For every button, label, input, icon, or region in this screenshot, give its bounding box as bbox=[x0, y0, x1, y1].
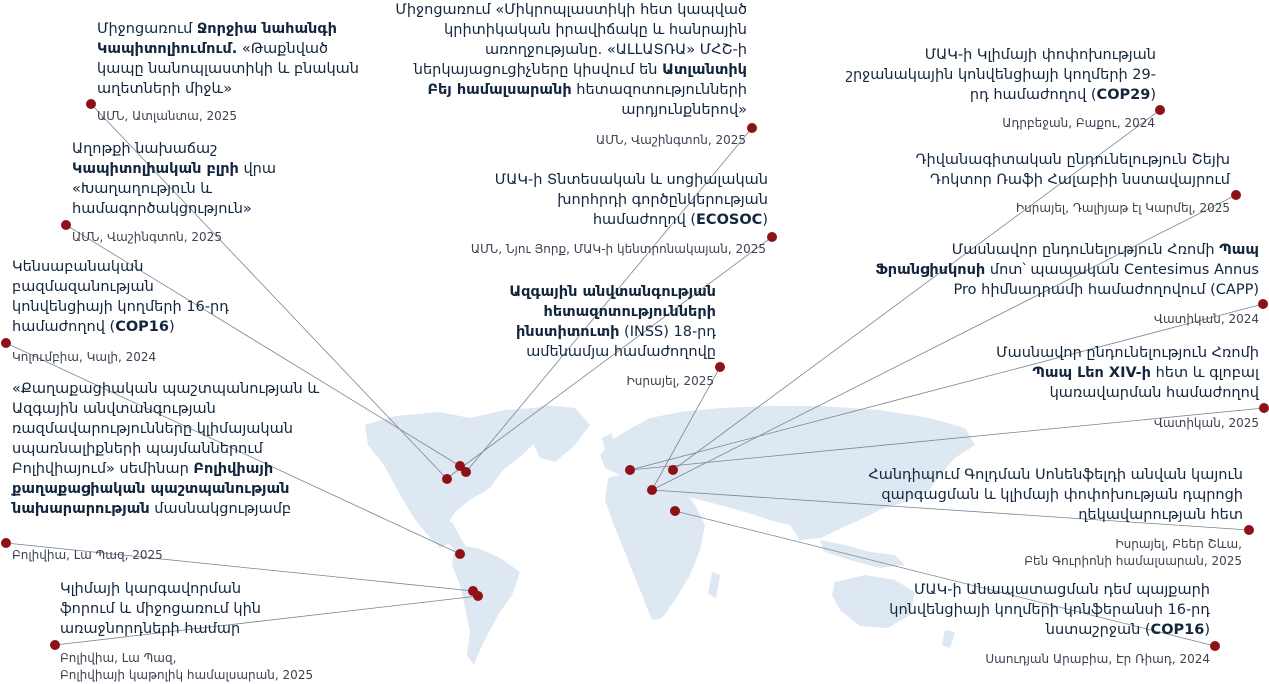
map-marker-vatican[interactable] bbox=[625, 465, 635, 475]
event-1-text: Միջոցառում Ջորջիա նահանգի Կապիտոլիումում. «Թաքնված կապը նանոպլաստիկի և բնական աղետների միջև» bbox=[97, 21, 359, 97]
event-10-text: Դիվանագիտական ընդունելություն Շեյխ Դոկտոր Ռաֆի Հալաբիի նստավայրում bbox=[915, 152, 1230, 188]
map-marker-atlanta[interactable] bbox=[442, 474, 452, 484]
marker-e13-label[interactable] bbox=[1244, 525, 1254, 535]
map-marker-new-york[interactable] bbox=[461, 467, 471, 477]
event-13-text: Հանդիպում Գոլդման Սոնենֆելդի անվան կայուն զարգացման և կլիմայի փոփոխության դպրոցի ղեկավարության հետ bbox=[868, 467, 1243, 523]
map-marker-cali[interactable] bbox=[455, 549, 465, 559]
event-8-text: Ազգային անվտանգության հետազոտությունների ինստիտուտի (INSS) 18-րդ ամենամյա համաժողովը bbox=[509, 284, 716, 360]
event-12-text: Մասնավոր ընդունելություն Հռոմի Պապ Լեո XIV-ի հետ և գլոբալ կառավարման համաժողով bbox=[996, 345, 1259, 401]
marker-e6-label[interactable] bbox=[747, 123, 757, 133]
south-america bbox=[452, 545, 520, 665]
event-12-location: Վատիկան, 2025 bbox=[1153, 416, 1259, 430]
event-5-location: Բոլիվիա, Լա Պազ, Բոլիվիայի կաթոլիկ համալսարան, 2025 bbox=[60, 651, 314, 682]
event-9-location: Ադրբեջան, Բաքու, 2024 bbox=[1002, 116, 1155, 130]
event-6-location: ԱՄՆ, Վաշինգտոն, 2025 bbox=[596, 133, 746, 147]
event-14-location: Սաուդյան Արաբիա, Էր Ռիադ, 2024 bbox=[985, 652, 1210, 666]
greenland bbox=[520, 405, 590, 462]
event-10-location: Իսրայել, Դալիյաթ էլ Կարմել, 2025 bbox=[1015, 201, 1230, 215]
marker-e3-label[interactable] bbox=[1, 338, 11, 348]
event-3-location: Կոլումբիա, Կալի, 2024 bbox=[12, 350, 157, 364]
event-7-text: ՄԱԿ-ի Տնտեսական և սոցիալական խորհրդի գործընկերության համաժողով (ECOSOC) bbox=[494, 172, 768, 228]
event-4-location: Բոլիվիա, Լա Պազ, 2025 bbox=[12, 548, 163, 562]
event-6-text: Միջոցառում «Միկրոպլաստիկի հետ կապված կրիտիկական իրավիճակը և հանրային առողջությանը. «ԱԼԼԱՏՌԱ» ՄՀՇ-ի ներկայացուցիչները կիսվում են Ատլանտիկ Բեյ համալսարանի հետազոտությունների արդյունքներով» bbox=[395, 2, 747, 118]
event-4-text: «Քաղաքացիական պաշտպանության և Ազգային անվտանգության ռազմավարությունները կլիմայական սպառնալիքների պայմաններում Բոլիվիայում» սեմինար Բոլիվիայի քաղաքացիական պաշտպանության նախարարության մասնակցությամբ bbox=[12, 381, 320, 517]
marker-e5-label[interactable] bbox=[50, 640, 60, 650]
event-9-text: ՄԱԿ-ի Կլիմայի փոփոխության շրջանակային կոնվենցիայի կողմերի 29-րդ համաժողով (COP29) bbox=[845, 47, 1156, 103]
event-14-text: ՄԱԿ-ի Անապատացման դեմ պայքարի կոնվենցիայի կողմերի կոնֆերանսի 16-րդ նստաշրջան (COP16) bbox=[889, 582, 1210, 638]
map-marker-baku[interactable] bbox=[668, 465, 678, 475]
event-8-location: Իսրայել, 2025 bbox=[626, 374, 714, 388]
event-5-text: Կլիմայի կարգավորման ֆորում և միջոցառում կին առաջնորդների համար bbox=[60, 581, 261, 637]
event-3-text: Կենսաբանական բազմազանության կոնվենցիայի կողմերի 16-րդ համաժողով (COP16) bbox=[12, 259, 229, 335]
marker-e1-label[interactable] bbox=[86, 99, 96, 109]
marker-e12-label[interactable] bbox=[1259, 403, 1269, 413]
marker-e7-label[interactable] bbox=[767, 232, 777, 242]
southeast-asia bbox=[820, 540, 905, 568]
marker-e8-label[interactable] bbox=[715, 362, 725, 372]
marker-e10-label[interactable] bbox=[1231, 190, 1241, 200]
map-marker-la-paz-2[interactable] bbox=[473, 591, 483, 601]
marker-e2-label[interactable] bbox=[61, 220, 71, 230]
event-2-text: Աղոթքի նախաճաշ Կապիտոլիական բլրի վրա «Խաղաղություն և համագործակցություն» bbox=[72, 141, 276, 217]
event-11-location: Վատիկան, 2024 bbox=[1153, 312, 1259, 326]
madagascar bbox=[708, 572, 720, 598]
marker-e14-label[interactable] bbox=[1210, 641, 1220, 651]
marker-e9-label[interactable] bbox=[1155, 105, 1165, 115]
event-13-location: Իսրայել, Բեեր Շևա, Բեն Գուրիոնի համալսարան, 2025 bbox=[1024, 537, 1242, 568]
marker-e11-label[interactable] bbox=[1258, 299, 1268, 309]
map-marker-israel[interactable] bbox=[647, 485, 657, 495]
event-2-location: ԱՄՆ, Վաշինգտոն, 2025 bbox=[72, 230, 222, 244]
event-1-location: ԱՄՆ, Ատլանտա, 2025 bbox=[97, 109, 238, 123]
event-11-text: Մասնավոր ընդունելություն Հռոմի Պապ Ֆրանցիսկոսի մոտ՝ պապական Centesimus Annus Pro հիմնադրամի համաժողովում (CAPP) bbox=[875, 242, 1259, 298]
map-marker-riyadh[interactable] bbox=[670, 506, 680, 516]
event-7-location: ԱՄՆ, Նյու Յորք, ՄԱԿ-ի կենտրոնակայան, 2025 bbox=[470, 242, 766, 256]
marker-e4-label[interactable] bbox=[1, 538, 11, 548]
